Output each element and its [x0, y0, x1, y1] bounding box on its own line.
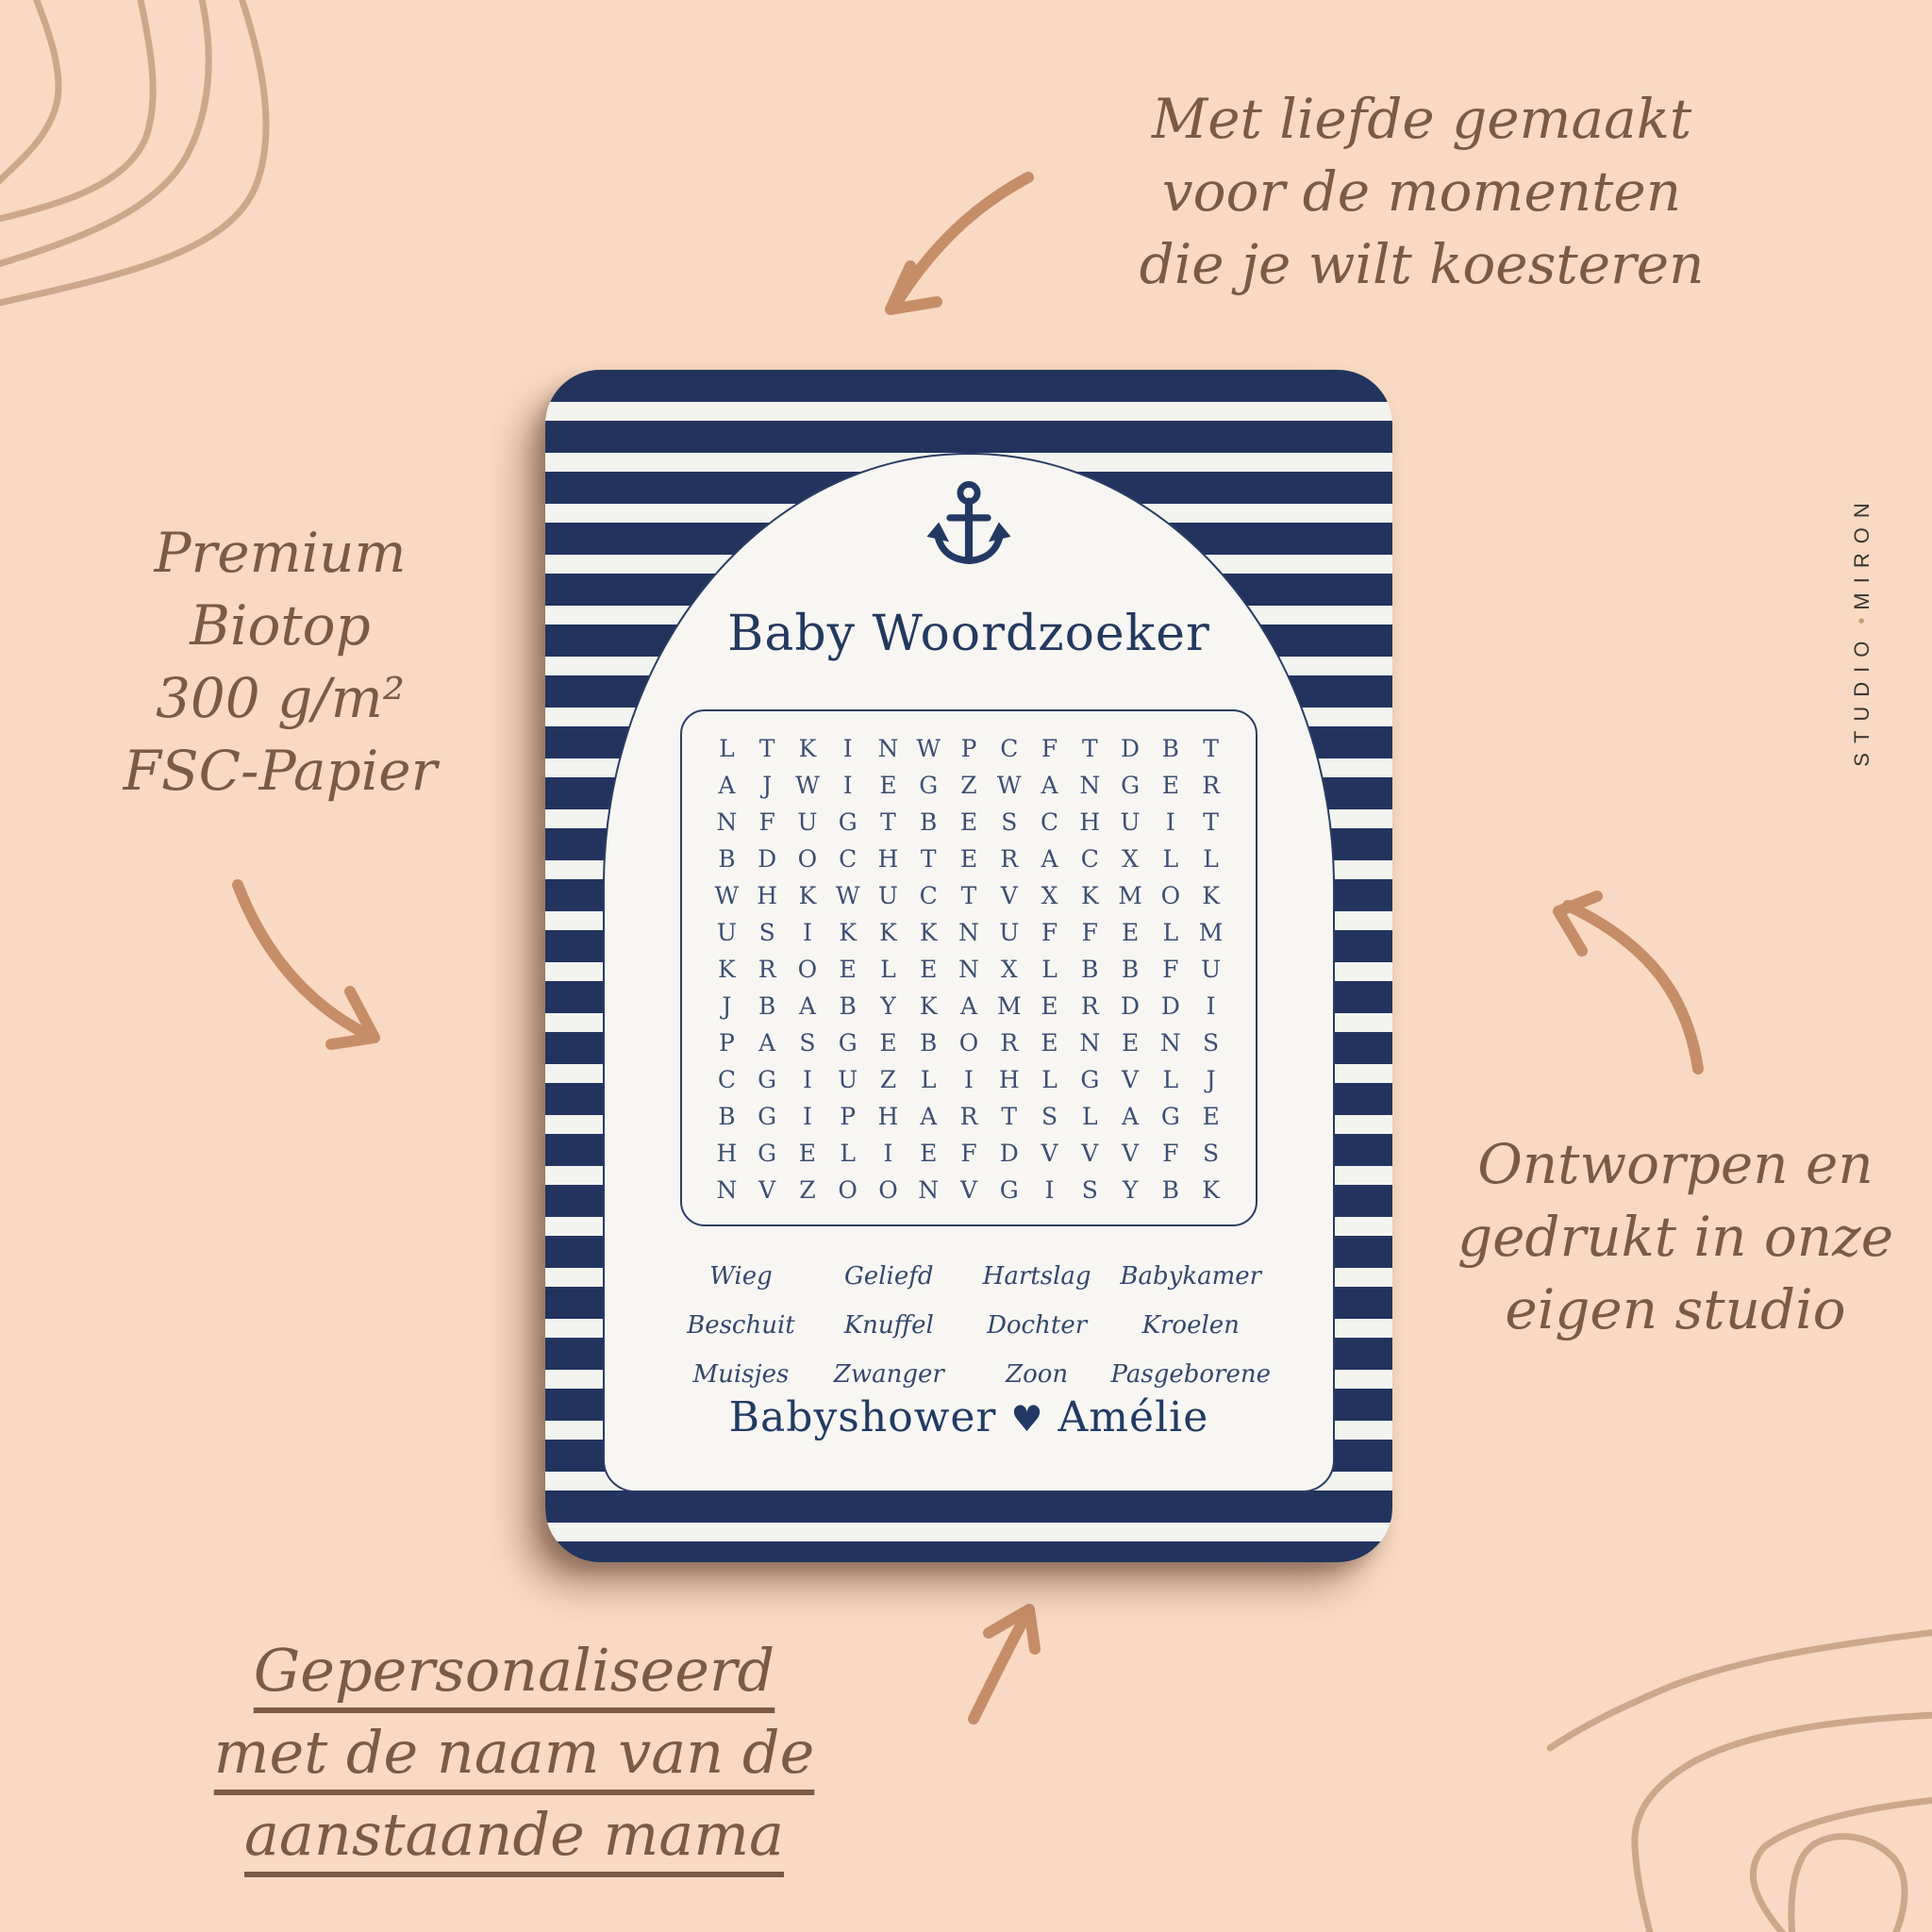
grid-letter: V — [959, 1176, 978, 1204]
grid-letter: V — [1081, 1140, 1099, 1167]
grid-letter: N — [918, 1176, 940, 1204]
grid-letter: Z — [799, 1176, 816, 1204]
grid-letter: H — [1079, 808, 1101, 836]
grid-letter: D — [758, 845, 777, 873]
grid-letter: S — [1203, 1029, 1220, 1057]
note-line: Biotop — [190, 593, 371, 658]
note-line: die je wilt koesteren — [1139, 232, 1705, 297]
word-list-item: Zoon — [1006, 1360, 1069, 1389]
note-line: aanstaande mama — [243, 1799, 785, 1869]
grid-letter: J — [722, 992, 732, 1020]
note-personalized — [156, 1630, 873, 1875]
grid-letter: B — [839, 992, 857, 1020]
word-list-item: Babykamer — [1120, 1262, 1262, 1291]
grid-letter: U — [877, 882, 898, 909]
grid-letter: W — [996, 772, 1022, 799]
grid-letter: N — [1159, 1029, 1181, 1057]
grid-letter: U — [716, 919, 737, 946]
grid-letter: K — [1080, 882, 1099, 909]
grid-letter: B — [758, 992, 776, 1020]
grid-letter: X — [1122, 845, 1139, 873]
grid-letter: Y — [880, 992, 896, 1020]
grid-letter: R — [1000, 845, 1019, 873]
grid-letter: S — [1001, 808, 1018, 836]
grid-letter: L — [880, 956, 896, 983]
grid-letter: O — [838, 1176, 858, 1204]
grid-letter: K — [839, 919, 858, 946]
grid-letter: I — [842, 772, 853, 799]
word-list-item: Pasgeborene — [1110, 1360, 1271, 1389]
grid-letter: R — [758, 956, 776, 983]
grid-letter: U — [797, 808, 818, 836]
grid-letter: E — [839, 956, 857, 983]
grid-letter: A — [798, 992, 816, 1020]
grid-letter: G — [1080, 1066, 1100, 1093]
grid-letter: A — [758, 1029, 776, 1057]
arrow-left-icon — [238, 885, 375, 1044]
arch-panel — [603, 453, 1335, 1492]
grid-letter: V — [758, 1176, 776, 1204]
grid-letter: A — [959, 992, 978, 1020]
grid-letter: T — [960, 882, 977, 909]
grid-letter: S — [1081, 1176, 1098, 1204]
grid-letter: G — [838, 1029, 858, 1057]
grid-letter: I — [802, 919, 812, 946]
arrow-top-icon — [891, 177, 1028, 309]
note-line: FSC-Papier — [123, 739, 438, 804]
word-list-item: Wieg — [709, 1262, 773, 1291]
grid-letter: E — [1041, 992, 1058, 1020]
grid-letter: W — [795, 772, 820, 799]
grid-letter: S — [1041, 1103, 1058, 1130]
note-paper-quality — [82, 517, 478, 808]
grid-letter: F — [1162, 1140, 1179, 1167]
grid-letter: O — [797, 845, 818, 873]
anchor-icon — [925, 479, 1012, 574]
grid-letter: T — [1203, 735, 1219, 762]
grid-letter: R — [1080, 992, 1099, 1020]
grid-letter: I — [883, 1140, 893, 1167]
grid-letter: I — [842, 735, 853, 762]
grid-letter: E — [1121, 1029, 1140, 1057]
grid-letter: B — [718, 1103, 736, 1130]
contour-decoration-top-left — [0, 0, 415, 415]
grid-letter: K — [1202, 882, 1220, 909]
grid-letter: A — [1122, 1103, 1140, 1130]
grid-letter: E — [1161, 772, 1179, 799]
grid-letter: E — [1041, 1029, 1058, 1057]
grid-letter: F — [960, 1140, 977, 1167]
studio-dot-icon: • — [1851, 617, 1873, 625]
grid-letter: X — [1041, 882, 1058, 909]
grid-letter: C — [919, 882, 938, 909]
studio-word-1: STUDIO — [1850, 631, 1874, 767]
grid-letter: R — [1202, 772, 1221, 799]
grid-letter: G — [758, 1140, 777, 1167]
arrow-bottom-icon — [974, 1609, 1035, 1719]
note-line: Met liefde gemaakt — [1151, 87, 1692, 151]
note-own-studio — [1411, 1128, 1932, 1346]
grid-letter: T — [880, 808, 896, 836]
grid-letter: P — [718, 1029, 735, 1057]
grid-letter: D — [999, 1140, 1019, 1167]
grid-letter: G — [1121, 772, 1141, 799]
grid-letter: T — [920, 845, 937, 873]
grid-letter: E — [959, 808, 978, 836]
grid-letter: H — [877, 845, 899, 873]
grid-letter: N — [716, 1176, 738, 1204]
grid-letter: A — [718, 772, 736, 799]
grid-letter: L — [1162, 919, 1179, 946]
grid-letter: L — [920, 1066, 937, 1093]
note-made-with-love — [1110, 83, 1733, 301]
grid-letter: N — [958, 919, 979, 946]
grid-letter: O — [1160, 882, 1181, 909]
grid-letter: I — [802, 1066, 812, 1093]
grid-letter: O — [878, 1176, 898, 1204]
grid-letter: B — [1121, 956, 1140, 983]
grid-letter: B — [1161, 735, 1180, 762]
grid-letter: L — [1203, 845, 1219, 873]
grid-letter: H — [998, 1066, 1020, 1093]
grid-letter: E — [920, 1140, 938, 1167]
grid-letter: L — [719, 735, 735, 762]
grid-letter: T — [758, 735, 775, 762]
grid-letter: U — [1120, 808, 1141, 836]
grid-letter: G — [1160, 1103, 1180, 1130]
note-line: met de naam van de — [213, 1717, 815, 1787]
grid-letter: O — [958, 1029, 979, 1057]
grid-letter: I — [1044, 1176, 1055, 1204]
grid-letter: P — [960, 735, 977, 762]
grid-letter: S — [799, 1029, 816, 1057]
grid-letter: K — [879, 919, 897, 946]
grid-letter: L — [1041, 1066, 1058, 1093]
grid-letter: C — [1000, 735, 1019, 762]
grid-letter: K — [798, 735, 817, 762]
grid-letter: E — [879, 1029, 897, 1057]
grid-letter: I — [802, 1103, 812, 1130]
grid-letter: W — [916, 735, 941, 762]
card-title: Baby Woordzoeker — [727, 606, 1210, 662]
grid-letter: F — [1081, 919, 1098, 946]
grid-letter: K — [919, 992, 938, 1020]
grid-letter: V — [1122, 1066, 1140, 1093]
grid-letter: C — [1080, 845, 1099, 873]
note-line: Gepersonaliseerd — [253, 1636, 775, 1705]
grid-letter: I — [1165, 808, 1175, 836]
grid-letter: K — [798, 882, 817, 909]
grid-letter: T — [1203, 808, 1219, 836]
note-line: Premium — [154, 521, 407, 585]
grid-letter: V — [1041, 1140, 1058, 1167]
grid-letter: E — [1202, 1103, 1220, 1130]
grid-letter: I — [964, 1066, 974, 1093]
studio-word-2: MIRON — [1850, 493, 1874, 610]
note-line: Ontworpen en — [1477, 1132, 1874, 1196]
grid-letter: G — [758, 1103, 777, 1130]
grid-letter: N — [958, 956, 979, 983]
grid-letter: U — [999, 919, 1020, 946]
word-list-item: Muisjes — [692, 1360, 790, 1389]
grid-letter: W — [714, 882, 740, 909]
grid-letter: Z — [879, 1066, 897, 1093]
grid-letter: Y — [1122, 1176, 1139, 1204]
grid-letter: T — [1081, 735, 1098, 762]
grid-letter: E — [959, 845, 978, 873]
grid-letter: E — [879, 772, 897, 799]
word-list-item: Beschuit — [687, 1311, 795, 1340]
word-list-item: Zwanger — [833, 1360, 944, 1389]
grid-letter: N — [716, 808, 738, 836]
heart-icon: ♥ — [1010, 1398, 1044, 1440]
grid-letter: D — [1160, 992, 1180, 1020]
grid-letter: B — [1081, 956, 1099, 983]
grid-letter: J — [1206, 1066, 1216, 1093]
grid-letter: D — [1121, 735, 1141, 762]
grid-letter: F — [1041, 919, 1058, 946]
grid-letter: H — [716, 1140, 738, 1167]
word-list-item: Kroelen — [1141, 1311, 1240, 1340]
grid-letter: L — [1162, 1066, 1179, 1093]
grid-letter: H — [877, 1103, 899, 1130]
word-list-item: Knuffel — [843, 1311, 934, 1340]
note-line: eigen studio — [1505, 1277, 1846, 1342]
grid-letter: C — [717, 1066, 736, 1093]
contour-decoration-bottom-right — [1517, 1517, 1932, 1932]
grid-letter: R — [959, 1103, 978, 1130]
grid-letter: S — [1203, 1140, 1220, 1167]
note-line: 300 g/m² — [155, 666, 406, 731]
grid-letter: N — [1079, 1029, 1101, 1057]
studio-logo — [1850, 493, 1874, 766]
grid-letter: N — [1079, 772, 1101, 799]
word-list-item: Geliefd — [844, 1262, 934, 1291]
note-line: voor de momenten — [1161, 159, 1682, 225]
personalization-prefix: Babyshower — [728, 1393, 997, 1441]
grid-letter: G — [838, 808, 858, 836]
grid-letter: L — [840, 1140, 856, 1167]
grid-letter: P — [840, 1103, 857, 1130]
arrow-right-icon — [1558, 896, 1698, 1069]
grid-letter: S — [758, 919, 775, 946]
word-list — [667, 1252, 1271, 1399]
grid-letter: V — [1122, 1140, 1140, 1167]
grid-letter: M — [996, 992, 1022, 1020]
grid-letter: F — [1162, 956, 1179, 983]
grid-letter: K — [919, 919, 938, 946]
grid-letter: L — [1162, 845, 1179, 873]
grid-letter: L — [1082, 1103, 1098, 1130]
grid-letter: B — [920, 1029, 938, 1057]
grid-letter: M — [1118, 882, 1142, 909]
word-list-item: Dochter — [987, 1311, 1088, 1340]
grid-letter: E — [798, 1140, 817, 1167]
product-card — [545, 370, 1392, 1562]
grid-letter: B — [718, 845, 736, 873]
grid-letter: Z — [960, 772, 977, 799]
grid-letter: H — [757, 882, 778, 909]
personalization-name: Amélie — [1058, 1393, 1209, 1441]
grid-letter: X — [1000, 956, 1018, 983]
wordsearch-grid — [680, 709, 1257, 1226]
grid-letter: O — [797, 956, 818, 983]
grid-letter: N — [877, 735, 899, 762]
grid-letter: A — [1041, 845, 1058, 873]
grid-letter: F — [1041, 735, 1058, 762]
grid-letter: G — [999, 1176, 1019, 1204]
grid-letter: I — [1206, 992, 1216, 1020]
grid-letter: U — [1201, 956, 1222, 983]
grid-letter: U — [838, 1066, 858, 1093]
grid-letter: C — [1040, 808, 1059, 836]
grid-letter: T — [1001, 1103, 1018, 1130]
grid-letter: B — [920, 808, 938, 836]
grid-letter: V — [1000, 882, 1018, 909]
word-list-item: Hartslag — [982, 1262, 1091, 1291]
grid-letter: M — [1198, 919, 1224, 946]
personalization-line — [605, 1393, 1333, 1441]
grid-letter: L — [1041, 956, 1058, 983]
grid-letter: R — [1000, 1029, 1019, 1057]
grid-letter: W — [835, 882, 860, 909]
grid-letter: G — [758, 1066, 777, 1093]
grid-letter: A — [1041, 772, 1058, 799]
grid-letter: G — [919, 772, 939, 799]
note-line: gedrukt in onze — [1457, 1205, 1894, 1270]
grid-letter: B — [1161, 1176, 1180, 1204]
grid-letter: J — [762, 772, 773, 799]
grid-letter: D — [1121, 992, 1141, 1020]
grid-letter: C — [839, 845, 858, 873]
grid-letter: A — [920, 1103, 938, 1130]
grid-letter: F — [758, 808, 775, 836]
grid-letter: K — [718, 956, 736, 983]
grid-letter: E — [920, 956, 938, 983]
grid-letter: K — [1202, 1176, 1220, 1204]
grid-letter: E — [1121, 919, 1140, 946]
